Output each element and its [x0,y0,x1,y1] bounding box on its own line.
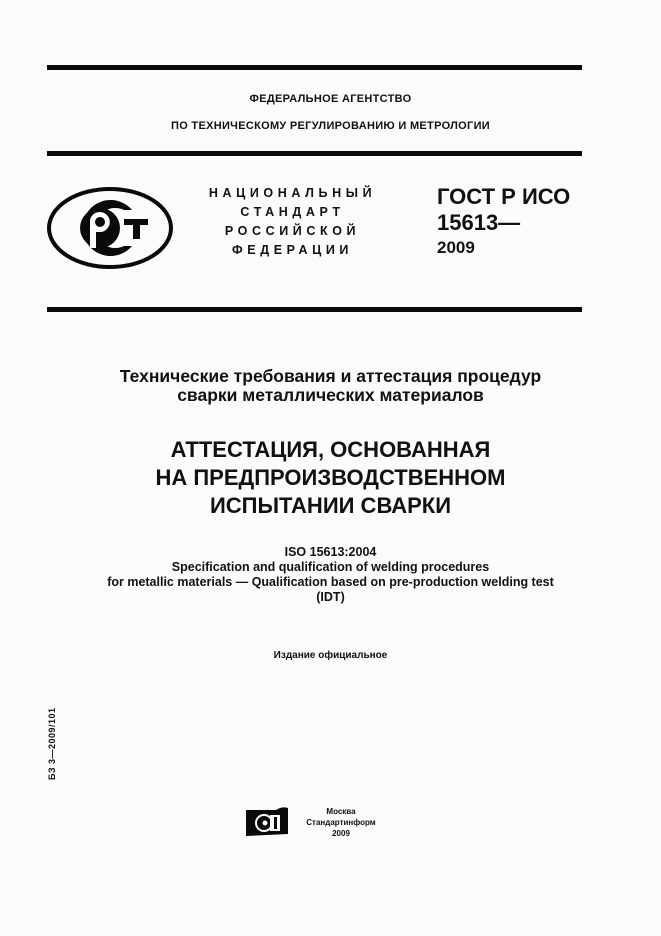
designation-line-2: 15613— [437,210,521,235]
publisher-info [296,806,386,839]
side-code: БЗ 3—2009/101 [47,707,57,780]
designation-line-1: ГОСТ Р ИСО [437,184,571,209]
publisher-year: 2009 [332,829,350,838]
standard-designation [437,184,570,260]
publisher-name: Стандартинформ [306,818,376,827]
iso-line-2: for metallic materials — Qualification based on pre-production welding test [107,575,554,589]
document-title [0,436,661,520]
title-line-3: ИСПЫТАНИИ СВАРКИ [209,493,452,518]
publisher-city: Москва [326,807,356,816]
title-line-1: АТТЕСТАЦИЯ, ОСНОВАННАЯ [170,437,491,462]
natstd-line-2: СТАНДАРТ [240,205,345,219]
iso-line-3: (IDT) [316,590,345,604]
national-standard-label [205,184,380,260]
natstd-line-1: НАЦИОНАЛЬНЫЙ [208,186,377,200]
iso-reference [0,545,661,605]
standartinform-logo-icon [246,806,288,838]
section-rule [47,307,582,312]
agency-line-1: ФЕДЕРАЛЬНОЕ АГЕНТСТВО [249,93,412,105]
edition-label: Издание официальное [273,650,388,661]
title-line-2: НА ПРЕДПРОИЗВОДСТВЕННОМ [155,465,506,490]
iso-code: ISO 15613:2004 [284,545,377,559]
subtitle-line-2: сварки металлических материалов [177,385,484,405]
natstd-line-3: РОССИЙСКОЙ [224,224,361,238]
agency-line-2: ПО ТЕХНИЧЕСКОМУ РЕГУЛИРОВАНИЮ И МЕТРОЛОГИИ [171,120,490,132]
subtitle [0,367,661,405]
header-rule [47,151,582,156]
subtitle-line-1: Технические требования и аттестация процедур [119,366,542,386]
iso-line-1: Specification and qualification of welding procedures [171,560,490,574]
rst-certification-logo-icon [46,186,174,270]
top-rule [47,65,582,70]
designation-line-3: 2009 [437,238,475,257]
natstd-line-4: ФЕДЕРАЦИИ [231,243,353,257]
